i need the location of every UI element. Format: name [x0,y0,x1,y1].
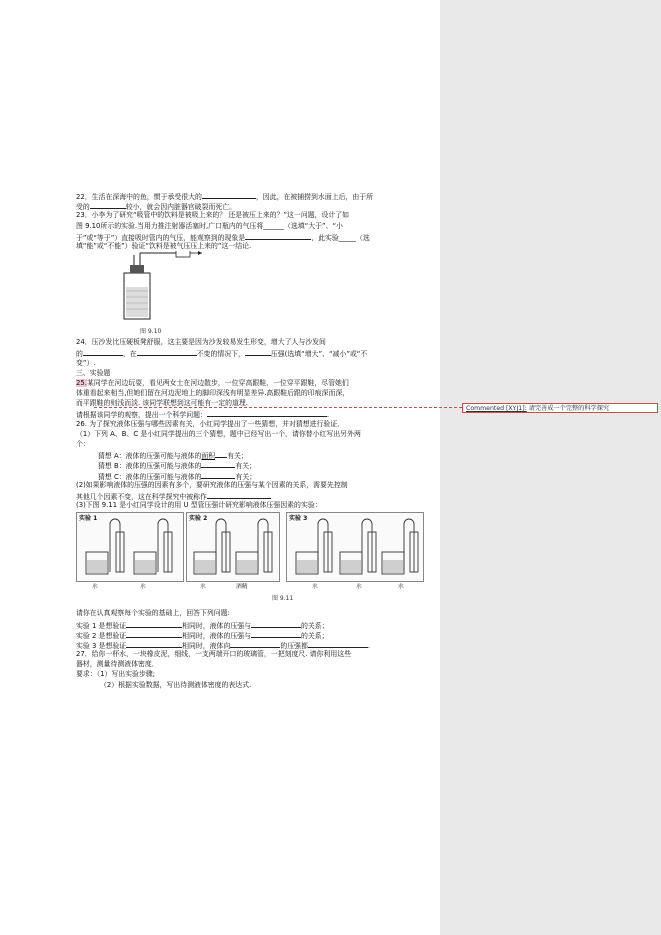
figure-9-10 [106,251,226,337]
liquid-label-5: 水 [312,584,318,591]
guess-a: 猜想 A：液体的压强可能与液体的面积 有关； [76,449,440,459]
guess-b: 猜想 B：液体的压强可能与液体的 有关； [76,459,440,469]
experiment-2-label: 实验 2 [189,515,208,523]
q26-line2: （1）下列 A、B、C 是小红同学提出的三个猜想，题中已经写出一个，请你替小红写出另外两 [76,429,361,438]
experiment-1-label: 实验 1 [79,515,98,523]
q25-line3: 而平跟鞋的则浅而淡. 该同学联想到这可能有一定的道理. [76,399,248,408]
q24-line1: 24．压沙发比压硬板凳舒服，这主要是因为沙发较易发生形变，增大了人与沙发间 [76,338,326,347]
liquid-label-4: 酒精 [236,584,248,591]
q22-line2: 受的 较小，就会因内脏器官破裂而死亡。 [76,200,440,210]
q25-line2: 体重看起来相当,但她们留在河边泥地上的脚印深浅有明显差异.高跟鞋后跟的印痕深而深， [76,389,350,398]
q26-2-line1: (2)如果影响液体的压强的因素有多个，要研究液体的压强与某个因素的关系，需要先控制 [76,480,348,489]
q26-line1: 26. 为了探究液体压强与哪些因素有关，小红同学提出了一些猜想，并对猜想进行验证． [76,419,345,428]
liquid-label-7: 水 [398,584,404,591]
experiment-3-label: 实验 3 [289,515,308,523]
q26-2-line2: 其他几个因素不变，这在科学探究中被称作 [76,490,440,500]
q26-3-line: (3)下图 9.11 是小红同学设计的用 U 型管压强计研究影响液体压强因素的实验： [76,501,322,510]
liquid-label-3: 水 [200,584,206,591]
q23-line3: 于”或“等于”）直接吸时管内的气压，能观察到的现象是 ，此实验_____（选 [76,231,440,241]
q23-line1: 23．小李为了研究“吸管中的饮料是被吸上来的？ 还是被压上来的？”这一问题，设计了如 [76,211,350,220]
q26-tail-intro: 请你在认真观察每个实验的基础上，回答下列问题: [76,609,230,618]
q25-line1: 25.某同学在河边玩耍，看见两女士在河边散步，一位穿高跟鞋，一位穿平跟鞋，尽管她们 [76,378,349,387]
q27-requirement-1: 要求：（1）写出实验步骤; [76,670,156,679]
q27-line2: 器材，测量待测液体密度． [76,660,159,669]
q26-exp3-answer: 实验 3 是想验证 相同时，液体向 的压强都 . [76,639,440,649]
q26-line3: 个： [76,440,90,448]
q24-line2: 的 ，在 不变的情况下， 压强(选填“增大”、“减小”或“不 [76,347,440,357]
document-body [76,190,440,690]
q24-line3: 变”）. [76,358,96,367]
figure-9-11 [76,512,426,608]
q23-line4: 填“能”或“不能”）验证“饮料是被气压压上来的”这一结论. [76,241,252,250]
comment-pane [440,0,661,935]
figure-9-11-caption: 图 9.11 [272,595,294,603]
section-3-heading: 三、实验题 [76,368,111,377]
q25-number-highlight[interactable]: 25. [76,378,87,387]
q27-line1: 27．给你一杯水，一块橡皮泥，细线，一支两端开口的玻璃管，一把刻度尺. 请你利用这些 [76,650,351,659]
liquid-label-2: 水 [140,584,146,591]
u-tube-apparatus-drawing [76,512,426,580]
syringe-bottle-drawing [106,251,216,327]
guess-c: 猜想 C：液体的压强可能与液体的 有关； [76,470,440,480]
comment-text: 请完善成一个完整的科学探究 [528,405,610,412]
q25-line4: 请根据该同学的观察，提出一个科学问题： . [76,408,440,418]
q26-exp1-answer: 实验 1 是想验证 相同时，液体的压强与 的关系； [76,619,440,629]
q26-exp2-answer: 实验 2 是想验证 相同时，液体的压强与 的关系； [76,629,440,639]
figure-9-10-caption: 图 9.10 [140,328,162,336]
q22-line1: 22．生活在深海中的鱼，惯于承受很大的 ，因此，在被捕捞到水面上后，由于所 [76,190,440,200]
comment-author-tag: Commented [XYJ1]: [466,405,527,412]
liquid-label-1: 水 [92,584,98,591]
q23-line2: 图 9.10所示的实验.当用力推注射器活塞时,广口瓶内的气压将______（选填“大于”、“小 [76,221,343,230]
liquid-label-6: 水 [356,584,362,591]
q27-requirement-2: （2）根据实验数据，写出待测液体密度的表达式. [100,680,252,689]
comment-balloon[interactable] [462,403,658,413]
